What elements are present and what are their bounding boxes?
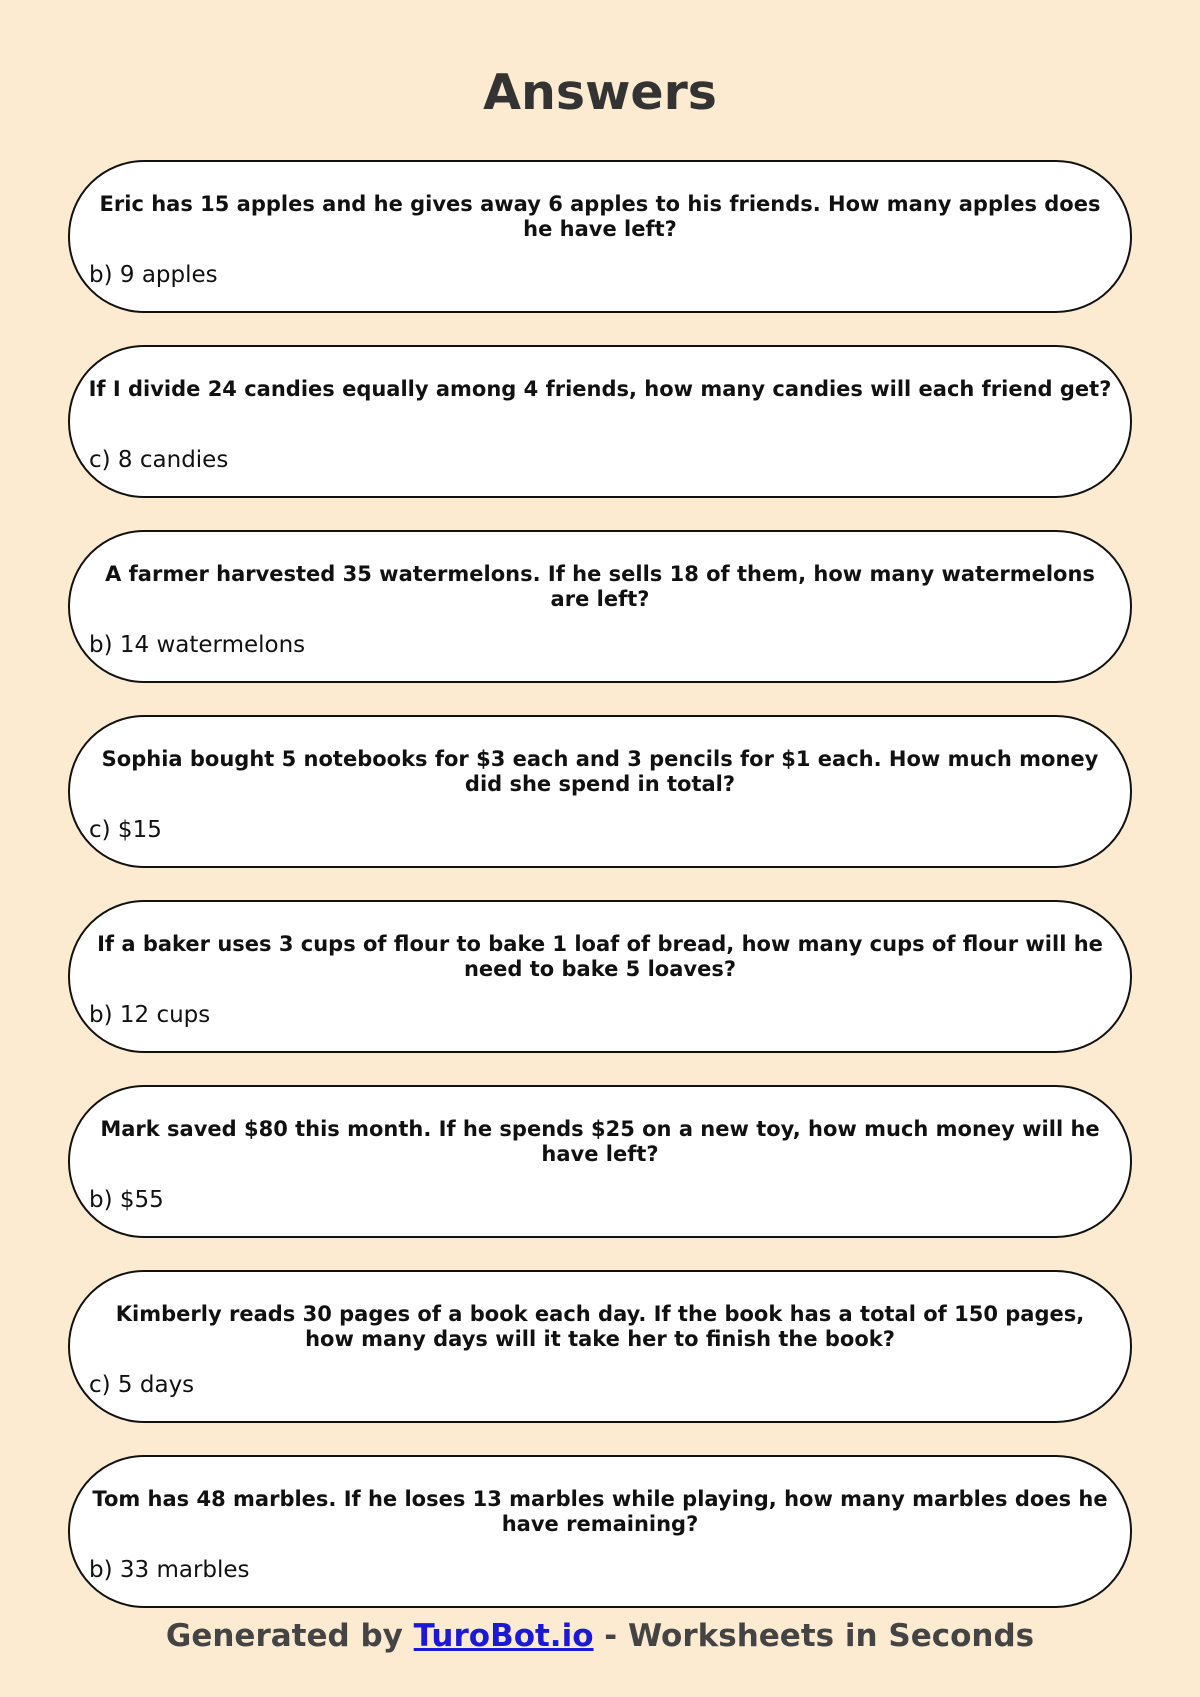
answer-card <box>68 1270 1132 1423</box>
footer-suffix: - Worksheets in Seconds <box>593 1618 1035 1654</box>
answer-card <box>68 530 1132 683</box>
question-text: Sophia bought 5 notebooks for $3 each and 3 pencils for $1 each. How much money did she spend in total? <box>101 747 1099 796</box>
answer-text: b) 14 watermelons <box>89 632 306 658</box>
answer-text: c) $15 <box>89 817 162 843</box>
answer-text: c) 8 candies <box>89 447 229 473</box>
answer-list <box>68 160 1132 1640</box>
question-text: Kimberly reads 30 pages of a book each day. If the book has a total of 150 pages, how many days will it take her to finish the book? <box>115 1302 1085 1351</box>
question-text: Mark saved $80 this month. If he spends $25 on a new toy, how much money will he have left? <box>100 1117 1100 1166</box>
question-text: If a baker uses 3 cups of flour to bake 1 loaf of bread, how many cups of flour will he need to bake 5 loaves? <box>97 932 1103 981</box>
answer-text: b) 9 apples <box>89 262 218 288</box>
page-title: Answers <box>483 64 717 121</box>
answer-card <box>68 1455 1132 1608</box>
answer-text: b) 12 cups <box>89 1002 211 1028</box>
turobot-link[interactable]: TuroBot.io <box>413 1618 594 1654</box>
question-text: If I divide 24 candies equally among 4 friends, how many candies will each friend get? <box>88 377 1112 401</box>
footer <box>0 1618 1200 1655</box>
question-text: A farmer harvested 35 watermelons. If he sells 18 of them, how many watermelons are left? <box>105 562 1095 611</box>
answer-card <box>68 160 1132 313</box>
answer-card <box>68 345 1132 498</box>
answer-card <box>68 1085 1132 1238</box>
question-text: Tom has 48 marbles. If he loses 13 marbles while playing, how many marbles does he have remaining? <box>92 1487 1108 1536</box>
answer-card <box>68 900 1132 1053</box>
answer-card <box>68 715 1132 868</box>
footer-prefix: Generated by <box>165 1618 414 1654</box>
answer-text: b) 33 marbles <box>89 1557 250 1583</box>
answer-text: b) $55 <box>89 1187 164 1213</box>
answer-text: c) 5 days <box>89 1372 195 1398</box>
question-text: Eric has 15 apples and he gives away 6 apples to his friends. How many apples does he have left? <box>99 192 1101 241</box>
